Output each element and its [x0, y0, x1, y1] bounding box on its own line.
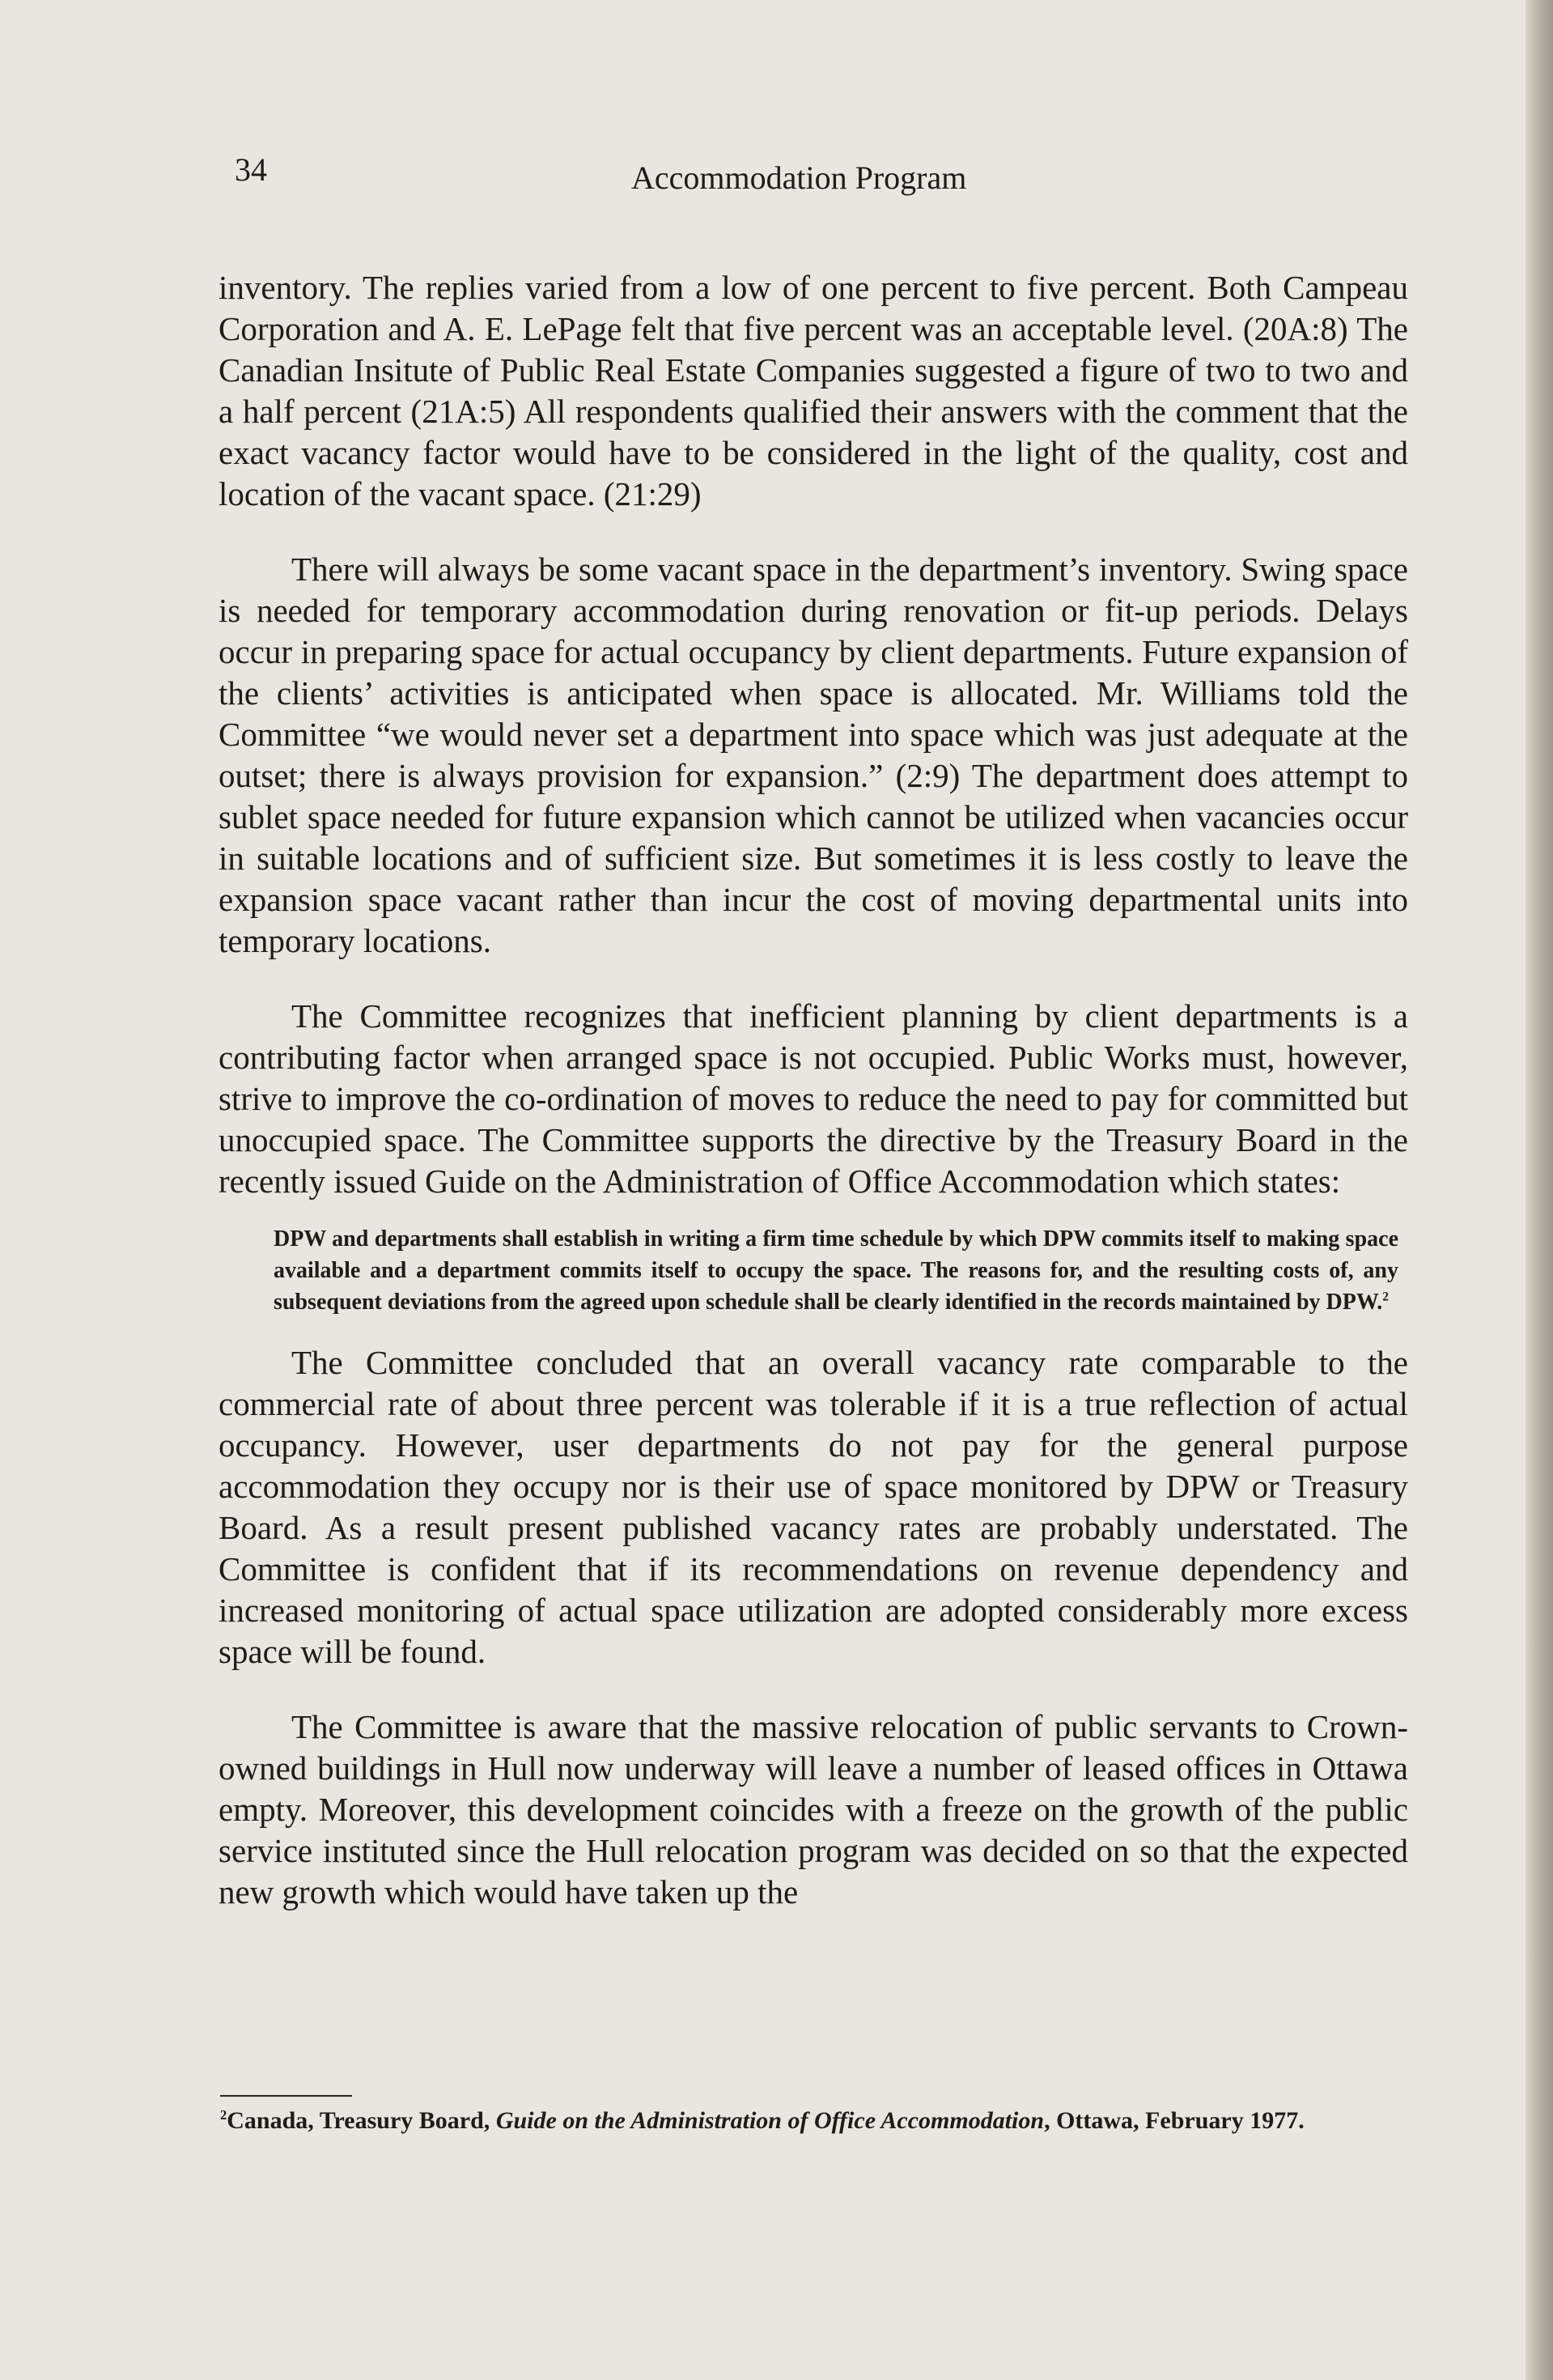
running-head: Accommodation Program	[631, 159, 967, 196]
footnote-divider	[220, 2095, 352, 2097]
body-text	[219, 267, 1408, 1913]
footnote-title: Guide on the Administration of Office Accommodation	[495, 2107, 1045, 2134]
paragraph: The Committee recognizes that inefficient planning by client departments is a contributing factor when arranged space is not occupied. Public Works must, however, strive to improve the co-ordination of moves to reduce the need to pay for committed but unoccupied space. The Committee supports the directive by the Treasury Board in the recently issued Guide on the Administration of Office Accommodation which states:	[219, 997, 1408, 1200]
page-number: 34	[235, 151, 267, 188]
paragraph: The Committee concluded that an overall vacancy rate comparable to the commercial rate of about three percent was tolerable if it is a true reflection of actual occupancy. However, user departments do not pay for the general purpose accommodation they occupy nor is their use of space monitored by DPW or Treasury Board. As a result present published vacancy rates are probably understated. The Committee is confident that if its recommendations on revenue dependency and increased monitoring of actual space utilization are adopted considerably more excess space will be found.	[219, 1344, 1408, 1670]
footnote-prefix: Canada, Treasury Board,	[227, 2107, 496, 2134]
block-quote	[274, 1223, 1398, 1318]
footnote-reference: 2	[1382, 1290, 1389, 1304]
paragraph: The Committee is aware that the massive relocation of public servants to Crown-owned buildings in Hull now underway will leave a number of leased offices in Ottawa empty. Moreover, this development coincides with a freeze on the growth of the public service instituted since the Hull relocation program was decided on so that the expected new growth which would have taken up the	[219, 1708, 1408, 1910]
block-quote-text: DPW and departments shall establish in writing a firm time schedule by which DPW commits itself to making space available and a department commits itself to occupy the space. The reasons for, and the resulting costs of, any subsequent deviations from the agreed upon schedule shall be clearly identified in the records maintained by DPW.	[274, 1226, 1398, 1315]
footnote	[220, 2105, 1398, 2136]
footnote-marker: 2	[220, 2107, 227, 2123]
footnote-suffix: , Ottawa, February 1977.	[1044, 2107, 1305, 2134]
paragraph: inventory. The replies varied from a low of one percent to five percent. Both Campeau Corporation and A. E. LePage felt that five percent was an acceptable level. (20A:8) The Canadian Insitute of Public Real Estate Companies suggested a figure of two to two and a half percent (21A:5) All respondents qualified their answers with the comment that the exact vacancy factor would have to be considered in the light of the quality, cost and location of the vacant space. (21:29)	[219, 269, 1408, 512]
paragraph: There will always be some vacant space in the department’s inventory. Swing space is needed for temporary accommodation during renovation or fit-up periods. Delays occur in preparing space for actual occupancy by client departments. Future expansion of the clients’ activities is anticipated when space is allocated. Mr. Williams told the Committee “we would never set a department into space which was just adequate at the outset; there is always provision for expansion.” (2:9) The department does attempt to sublet space needed for future expansion which cannot be utilized when vacancies occur in suitable locations and of sufficient size. But sometimes it is less costly to leave the expansion space vacant rather than incur the cost of moving departmental units into temporary locations.	[219, 550, 1408, 959]
